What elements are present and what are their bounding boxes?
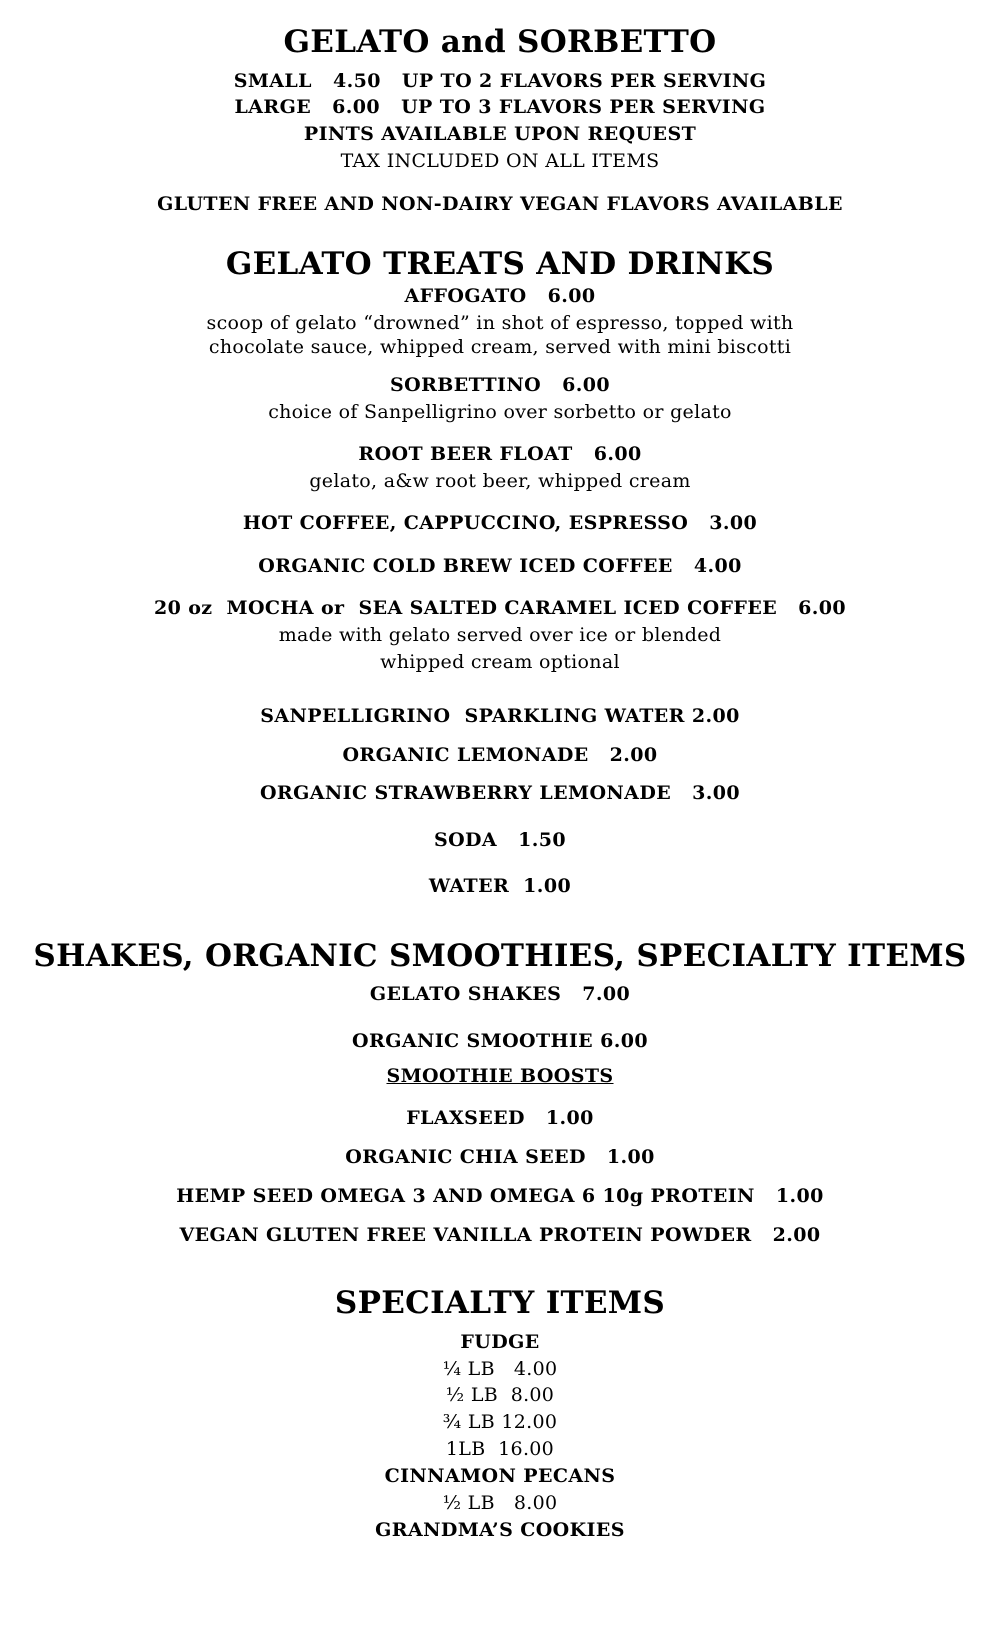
gelato-sorbetto-title: GELATO and SORBETTO [283,24,717,60]
root-beer-desc: gelato, a&w root beer, whipped cream [309,470,691,492]
pints-line: PINTS AVAILABLE UPON REQUEST [303,123,697,145]
gelato-shakes-item: GELATO SHAKES 7.00 [369,983,631,1005]
small-serving-line: SMALL 4.50 UP TO 2 FLAVORS PER SERVING [233,70,767,92]
fudge-half-lb: ½ LB 8.00 [445,1384,555,1406]
large-serving-line: LARGE 6.00 UP TO 3 FLAVORS PER SERVING [234,96,766,118]
hot-coffee-item: HOT COFFEE, CAPPUCCINO, ESPRESSO 3.00 [242,512,758,534]
strawberry-lemonade-item: ORGANIC STRAWBERRY LEMONADE 3.00 [259,782,740,804]
mocha-desc-2: whipped cream optional [380,651,620,673]
tax-line: TAX INCLUDED ON ALL ITEMS [340,150,660,172]
affogato-desc-2: chocolate sauce, whipped cream, served with mini biscotti [208,336,792,358]
affogato-item: AFFOGATO 6.00 [404,285,596,307]
cold-brew-item: ORGANIC COLD BREW ICED COFFEE 4.00 [258,555,742,577]
grandmas-cookies-heading: GRANDMA’S COOKIES [375,1519,625,1541]
mocha-item: 20 oz MOCHA or SEA SALTED CARAMEL ICED COFFEE 6.00 [153,597,847,619]
pecans-half-lb: ½ LB 8.00 [442,1492,558,1514]
organic-smoothie-item: ORGANIC SMOOTHIE 6.00 [352,1030,648,1052]
sparkling-water-item: SANPELLIGRINO SPARKLING WATER 2.00 [260,705,740,727]
fudge-three-quarter-lb: ¾ LB 12.00 [442,1411,558,1433]
chia-seed-item: ORGANIC CHIA SEED 1.00 [345,1146,655,1168]
water-item: WATER 1.00 [428,875,572,897]
treats-title: GELATO TREATS AND DRINKS [225,246,775,282]
fudge-one-lb: 1LB 16.00 [445,1438,555,1460]
sorbettino-desc: choice of Sanpelligrino over sorbetto or gelato [268,401,732,423]
mocha-desc-1: made with gelato served over ice or blended [278,624,722,646]
specialty-title: SPECIALTY ITEMS [334,1285,666,1321]
affogato-desc-1: scoop of gelato “drowned” in shot of espresso, topped with [206,312,794,334]
smoothie-boosts-heading: SMOOTHIE BOOSTS [386,1065,614,1087]
root-beer-item: ROOT BEER FLOAT 6.00 [358,443,642,465]
gluten-free-line: GLUTEN FREE AND NON-DAIRY VEGAN FLAVORS AVAILABLE [157,193,843,215]
sorbettino-item: SORBETTINO 6.00 [390,374,610,396]
fudge-quarter-lb: ¼ LB 4.00 [442,1358,558,1380]
hemp-seed-item: HEMP SEED OMEGA 3 AND OMEGA 6 10g PROTEIN 1.00 [176,1185,824,1207]
lemonade-item: ORGANIC LEMONADE 2.00 [342,744,658,766]
cinnamon-pecans-heading: CINNAMON PECANS [384,1465,616,1487]
soda-item: SODA 1.50 [433,829,566,851]
fudge-heading: FUDGE [460,1331,540,1353]
vegan-protein-item: VEGAN GLUTEN FREE VANILLA PROTEIN POWDER 2.00 [179,1224,821,1246]
shakes-title: SHAKES, ORGANIC SMOOTHIES, SPECIALTY ITEMS [33,938,967,974]
flaxseed-item: FLAXSEED 1.00 [406,1107,594,1129]
